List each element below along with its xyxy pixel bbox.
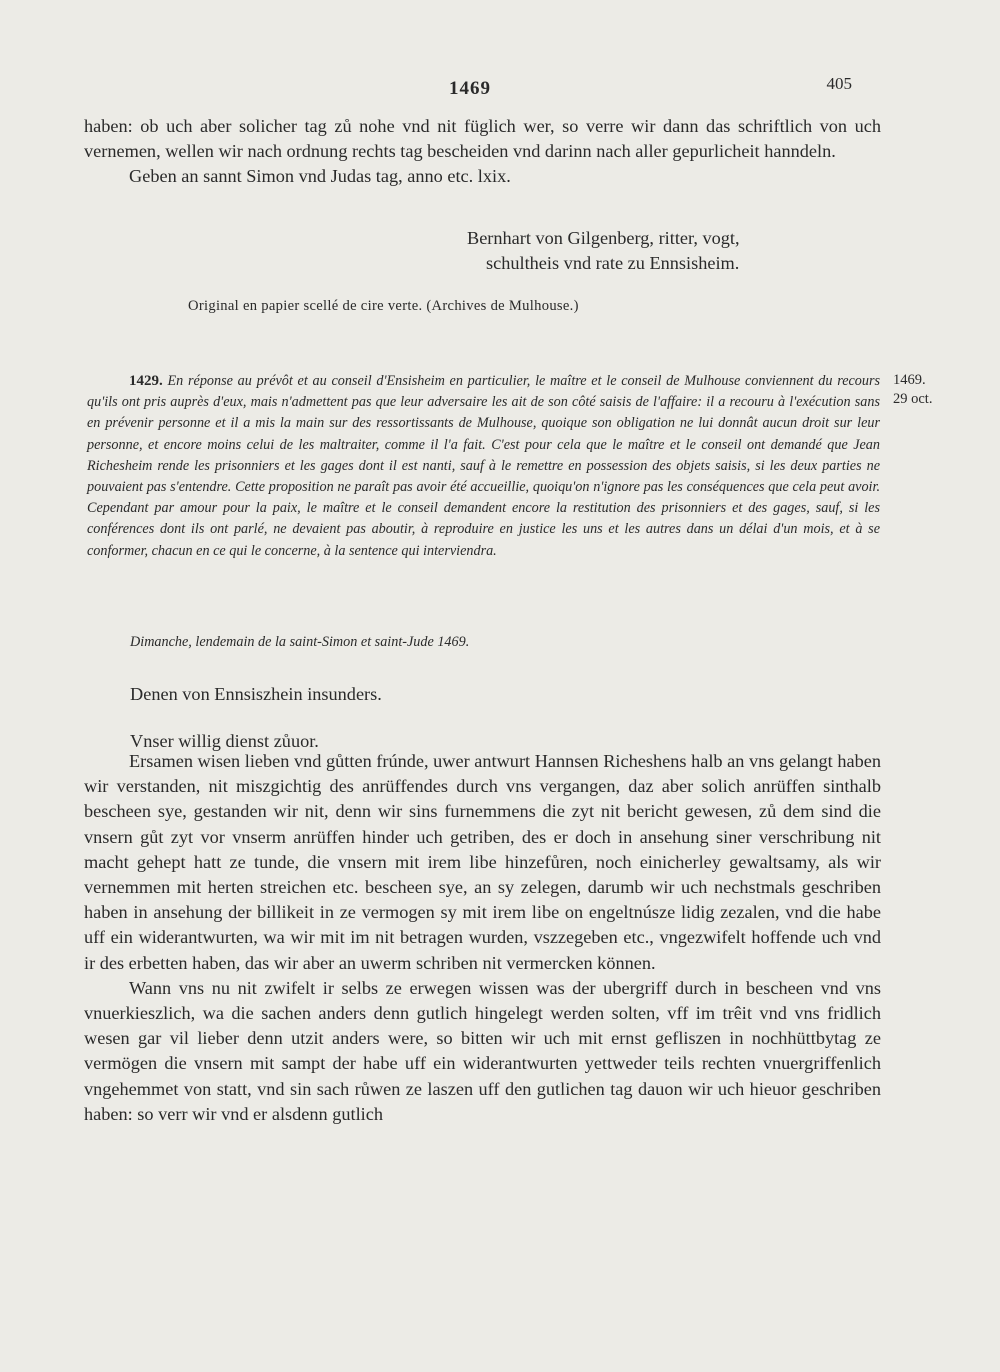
letter2-salutation: Vnser willig dienst zůuor. [130, 731, 319, 751]
margin-date: 29 oct. [893, 391, 933, 407]
letter2-paragraph-2: Wann vns nu nit zwifelt ir selbs ze erwegen wissen was der ubergriff durch in bescheen vnd vns vnuerkieszlich, wa die sachen anders denn gutlich hingelegt werden solten, vff im trêit vnd vns fridlich wesen gar vil lieber denn utzit anders were, so bitten wir uch mit ernst gefliszen in nochhüttbytag ze vermögen die vnsern mit sampt der habe uff ein widerantwurten yettweder teils rechten vnuergriffenlich vngehemmet von statt, vnd sin sach růwen ze laszen uff den gutlichen tag dauon wir uch hieuor geschriben haben: so verr wir vnd er alsdenn gutlich [84, 977, 881, 1124]
letter1-paragraph: haben: ob uch aber solicher tag zů nohe vnd nit füglich wer, so verre wir dann das schriftlich von uch vernemen, wellen wir nach ordnung rechts tag bescheiden vnd darinn nach aller gepurlicheit hanndeln. [84, 116, 881, 162]
signature-line-1: Bernhart von Gilgenberg, ritter, vogt, [467, 228, 740, 248]
letter2-paragraph-1: Ersamen wisen lieben vnd gůtten frúnde, uwer antwurt Hannsen Richeshens halb an vns gelangt haben wir verstanden, nit miszgichtig des anrüffendes durch vns vergangen, daz aber solich anrüffen sinthalb bescheen sye, gestanden wir nit, denn wir sins furnemmens die zyt nit bericht gewesen, zů dem sind die vnsern gůt zyt vor vnserm anrüffen hinder uch getriben, des er doch in ansehung siner verschribung nit macht gehept hatt ze tunde, die vnsern mit irem libe hinzefůren, noch einicherley gewaltsamy, als wir vernemmen mit herten streichen etc. bescheen sye, an sy zelegen, darumb wir uch nechstmals geschriben haben in ansehung der billikeit in ze vermogen sy mit irem libe on engeltnúsze lidig zezalen, vnd die habe uff ein widerantwurten, wa wir mit im nit betragen wurden, vszzegeben etc., vngezwifelt hoffende uch vnd ir des erbetten haben, das wir aber an uwerm schriben nit vermercken können. [84, 751, 881, 973]
source-note: Original en papier scellé de cire verte. (Archives de Mulhouse.) [188, 298, 579, 314]
entry-number: 1429. [129, 373, 163, 389]
letter1-body [84, 114, 881, 190]
entry-summary [87, 371, 880, 562]
page-number: 405 [826, 74, 852, 93]
signature-line-2: schultheis vnd rate zu Ennsisheim. [486, 253, 740, 273]
entry-summary-text: En réponse au prévôt et au conseil d'Ensisheim en particulier, le maître et le conseil de Mulhouse conviennent du recours qu'ils ont pris auprès d'eux, mais n'admettent pas que leur adversaire les ait de son côté saisis de l'affaire: il a recouru à l'exécution sans en prévenir personne et il a mis la main sur des ressortissants de Mulhouse, quoique son obligation ne lui donnât aucun droit sur leur personne, et encore moins celui de les maltraiter, comme il l'a fait. C'est pour cela que le maître et le conseil ont demandé que Jean Richesheim rende les prisonniers et les gages dont il est nanti, sauf à le remettre en possession des objets saisis, si les deux parties ne pouvaient pas s'entendre. Cette proposition ne paraît pas avoir été accueillie, quoiqu'on n'ignore pas les conséquences que cela peut avoir. Cependant par amour pour la paix, le maître et le conseil demandent encore la restitution des prisonniers et des gages, sauf, si les conférences dont ils ont parlé, ne devaient pas aboutir, à reproduire en justice les uns et les autres dans un délai d'un mois, et à se conformer, chacun en ce qui le concerne, à la sentence qui interviendra. [87, 373, 881, 559]
letter2-address: Denen von Ennsiszhein insunders. [130, 684, 382, 704]
entry-date: Dimanche, lendemain de la saint-Simon et saint-Jude 1469. [130, 634, 470, 650]
letter2-body [84, 749, 881, 1127]
margin-year: 1469. [893, 372, 926, 388]
letter1-dating: Geben an sannt Simon vnd Judas tag, anno etc. lxix. [129, 166, 511, 187]
running-header-year: 1469 [449, 78, 491, 99]
